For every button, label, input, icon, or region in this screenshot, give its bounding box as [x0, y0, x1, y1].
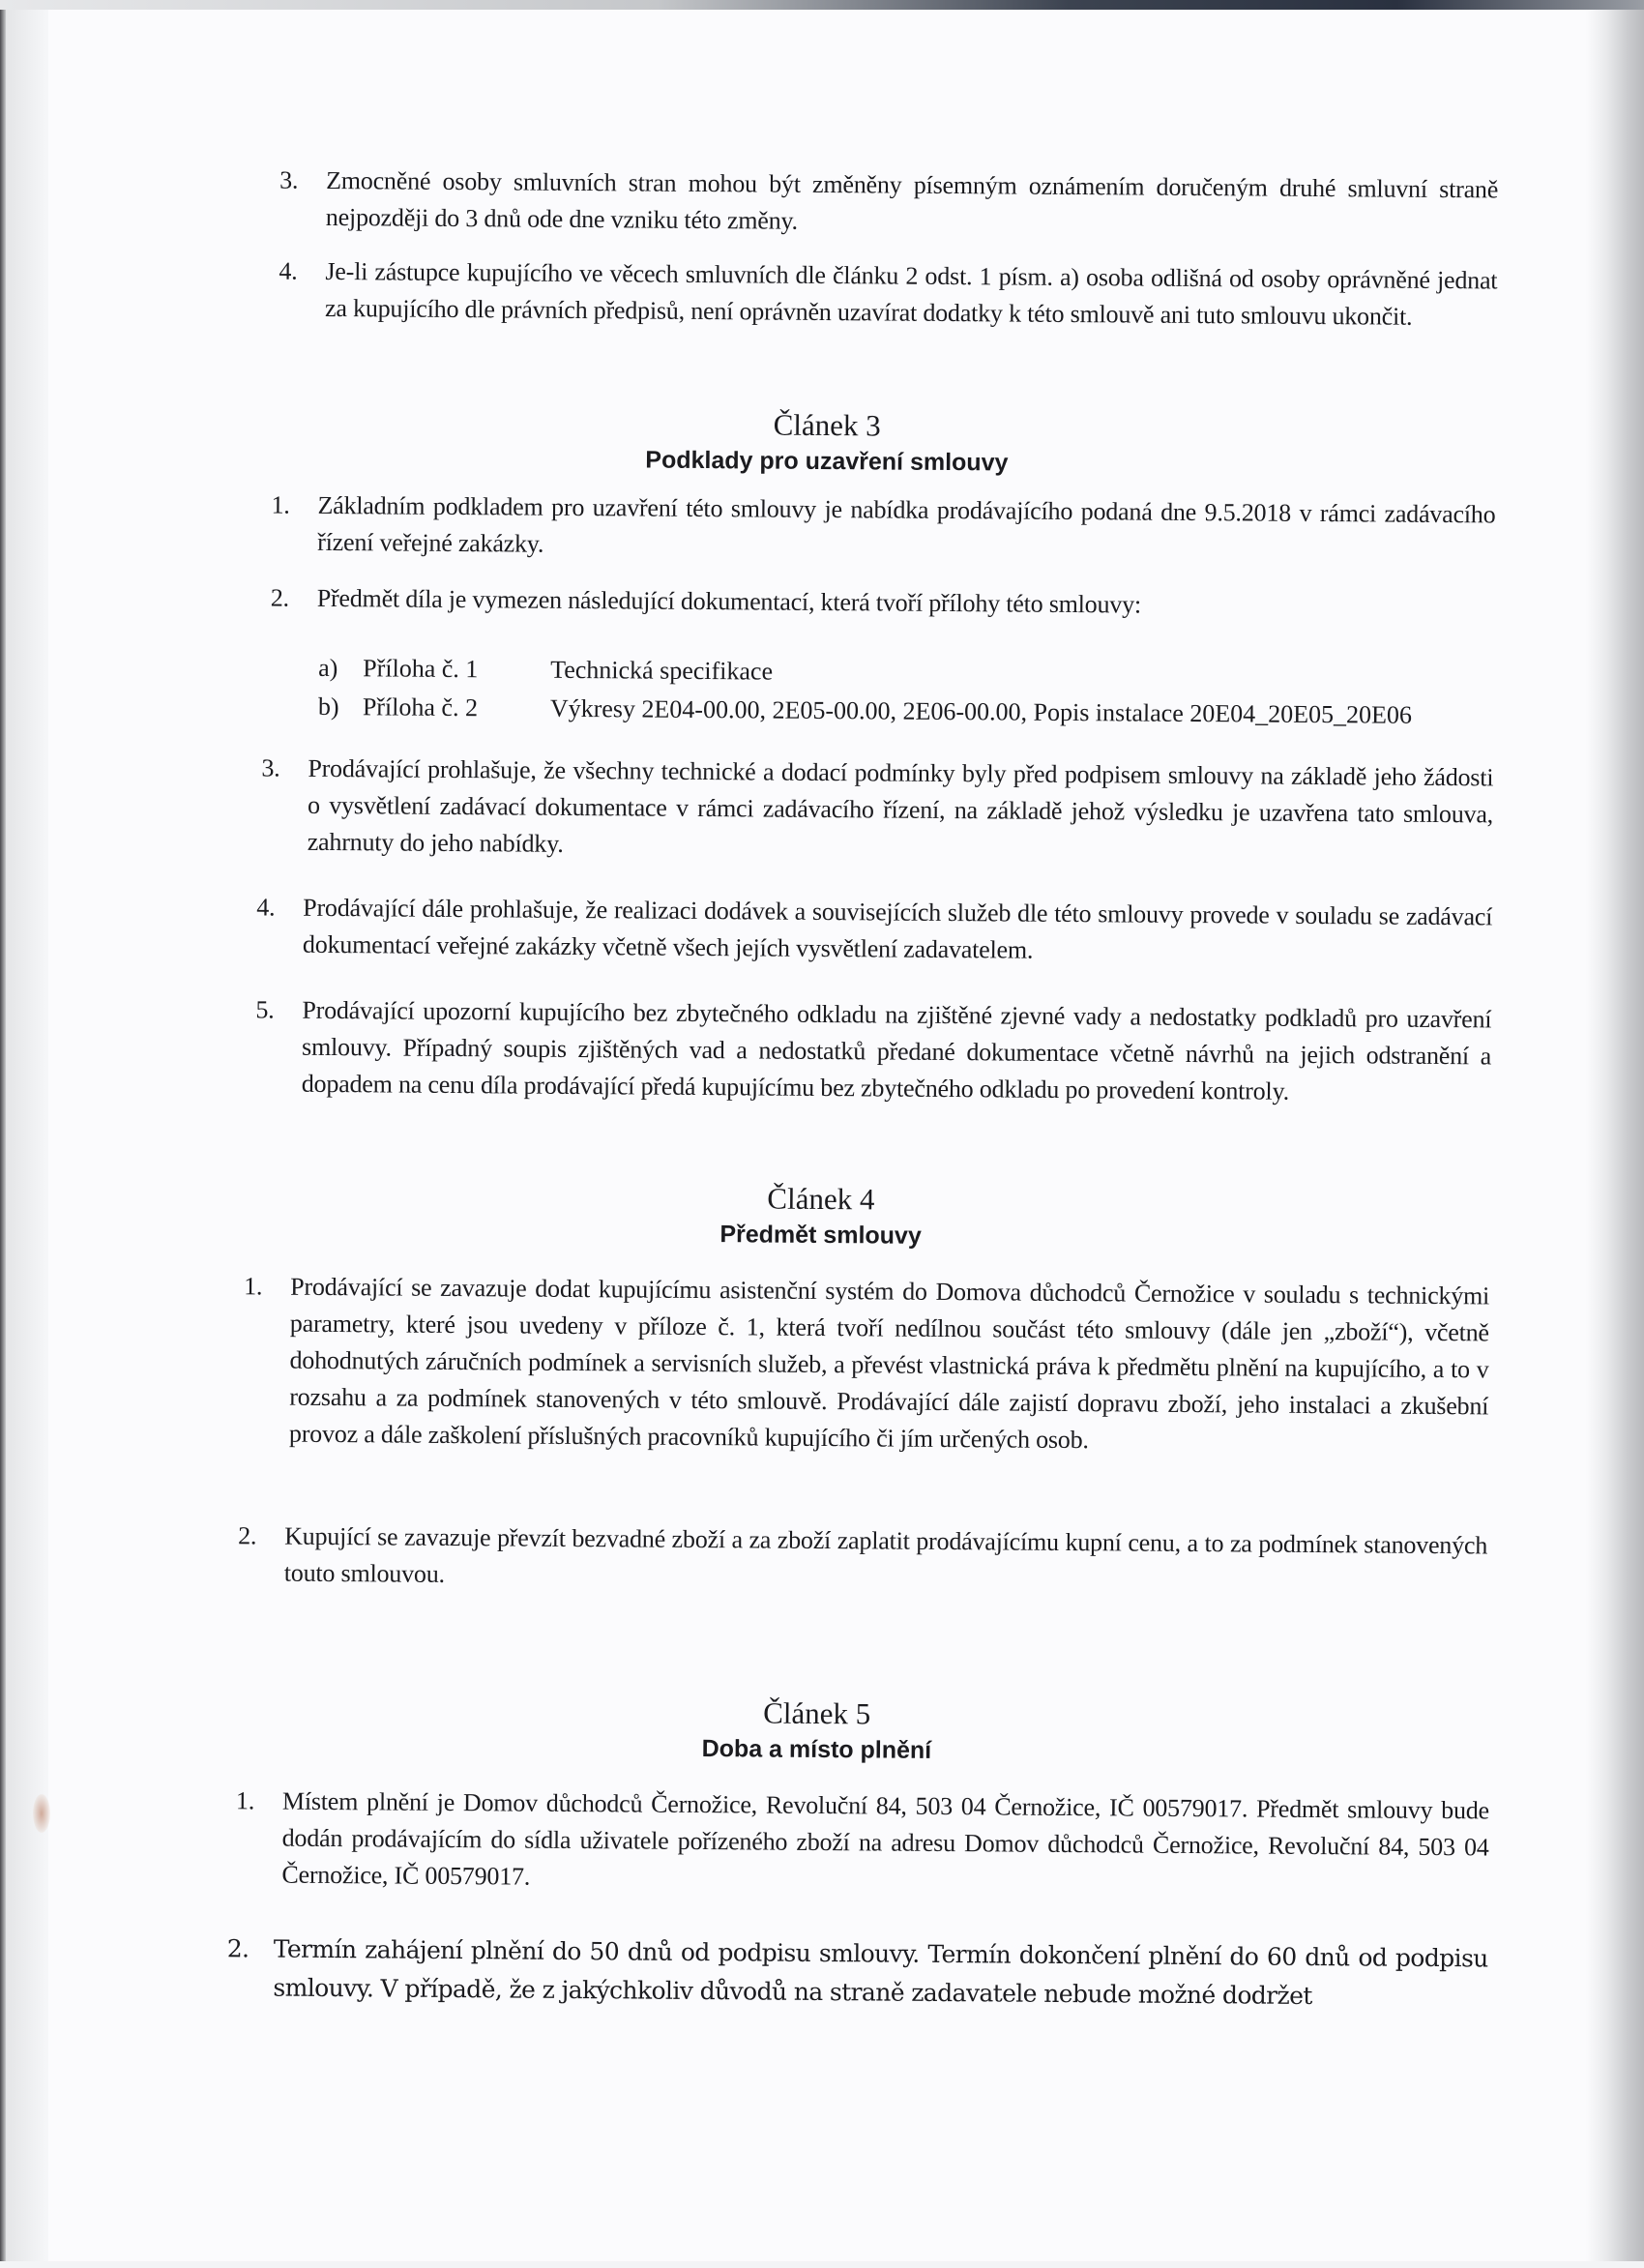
article-subtitle: Předmět smlouvy — [719, 1221, 922, 1250]
article2-item-3 — [279, 162, 1499, 246]
annex-label: Příloha č. 2 — [362, 692, 479, 722]
article-title: Článek 4 — [767, 1181, 875, 1217]
item-text: Zmocněné osoby smluvních stran mohou být změněny písemným oznámením doručeným druhé smluvní straně nejpozději do 3 dnů ode dne vzniku této změny. — [325, 165, 1499, 235]
article4-heading — [0, 1173, 1643, 1257]
item-number: 1. — [271, 490, 290, 519]
article5-item-1 — [235, 1782, 1489, 1902]
article-title: Článek 5 — [763, 1695, 871, 1731]
item-text: Prodávající upozorní kupujícího bez zbytečného odkladu na zjištěné zjevné vady a nedostatky podkladů pro uzavření smlouvy. Případný soupis zjištěných vad a nedostatků předané dokumentace včetně návrhů na jejich odstranění a dopadem na cenu díla prodávající předá kupujícímu bez zbytečného odkladu po provedení kontroly. — [301, 995, 1492, 1105]
article-subtitle: Doba a místo plnění — [701, 1735, 932, 1764]
annex-label: Příloha č. 1 — [363, 654, 479, 684]
item-text: Je-li zástupce kupujícího ve věcech smluvních dle článku 2 odst. 1 písm. a) osoba odlišná od osoby oprávněné jednat za kupujícího dle právních předpisů, není oprávněn uzavírat dodatky k této smlouvě ani tuto smlouvu ukončit. — [325, 256, 1498, 331]
annex-letter: b) — [317, 692, 339, 722]
article5-heading — [0, 1688, 1639, 1772]
item-text: Termín zahájení plnění do 50 dnů od podpisu smlouvy. Termín dokončení plnění do 60 dnů od podpisu smlouvy. V případě, že z jakýchkoliv důvodů na straně zadavatele nebude možné dodržet — [273, 1934, 1488, 2011]
article5-item-2 — [226, 1929, 1488, 2017]
article4-item-1 — [243, 1268, 1489, 1461]
item-text: Předmět díla je vymezen následující dokumentací, která tvoří přílohy této smlouvy: — [316, 583, 1142, 619]
item-number: 2. — [270, 583, 289, 612]
article-title: Článek 3 — [773, 407, 881, 443]
item-number: 3. — [279, 165, 299, 194]
item-text: Kupující se zavazuje převzít bezvadné zboží a za zboží zaplatit prodávajícímu kupní cenu, a to za podmínek stanovených touto smlouvou. — [283, 1521, 1488, 1588]
item-number: 2. — [238, 1521, 257, 1550]
item-number: 1. — [244, 1272, 263, 1301]
article3-item-2 — [271, 580, 1495, 627]
annex-row-b — [318, 689, 1508, 737]
annex-description: Výkresy 2E04-00.00, 2E05-00.00, 2E06-00.00, Popis instalace 20E04_20E05_20E06 — [549, 693, 1413, 729]
annex-letter: a) — [318, 653, 338, 683]
annex-description: Technická specifikace — [550, 655, 774, 686]
article3-item-4 — [256, 889, 1493, 972]
article3-item-3 — [261, 750, 1494, 869]
item-number: 3. — [261, 753, 280, 782]
article4-item-2 — [238, 1517, 1488, 1601]
item-number: 2. — [226, 1934, 250, 1963]
item-text: Prodávající se zavazuje dodat kupujícímu asistenční systém do Domova důchodců Černožice v souladu s technickými parametry, které jsou uvedeny v příloze č. 1, která tvoří nedílnou součást této smlouvy (dále jen „zboží“), včetně dohodnutých záručních podmínek a servisních služeb, a převést vlastnická práva k předmětu plnění na kupujícího, a to v rozsahu a za podmínek stanovených v této smlouvě. Prodávající dále zajistí dopravu zboží, jeho instalaci a zkušební provoz a dále zaškolení příslušných pracovníků kupujícího či jím určených osob. — [288, 1272, 1490, 1455]
item-text: Prodávající dále prohlašuje, že realizaci dodávek a souvisejících služeb dle této smlouvy provede v souladu se zadávací dokumentací veřejné zakázky včetně všech jejích vysvětlení zadavatelem. — [302, 893, 1493, 964]
item-text: Základním podkladem pro uzavření této smlouvy je nabídka prodávajícího podaná dne 9.5.2018 v rámci zadávacího řízení veřejné zakázky. — [317, 490, 1496, 558]
item-number: 5. — [255, 995, 275, 1024]
article3-item-5 — [255, 991, 1492, 1111]
item-text: Místem plnění je Domov důchodců Černožice, Revoluční 84, 503 04 Černožice, IČ 00579017. Předmět smlouvy bude dodán prodávajícím do sídla uživatele pořízeného zboží na adresu Domov důchodců Černožice, Revoluční 84, 503 04 Černožice, IČ 00579017. — [281, 1786, 1490, 1891]
article-subtitle: Podklady pro uzavření smlouvy — [645, 446, 1009, 477]
article3-heading — [5, 399, 1644, 484]
article3-item-1 — [271, 487, 1496, 571]
article2-item-4 — [279, 253, 1498, 337]
item-text: Prodávající prohlašuje, že všechny technické a dodací podmínky byly před podpisem smlouvy na základě jeho žádosti o vysvětlení zadávací dokumentace v rámci zadávacího řízení, na základě jehož výsledku je uzavřena tato smlouva, zahrnuty do jeho nabídky. — [307, 753, 1494, 858]
item-number: 4. — [279, 256, 298, 285]
item-number: 4. — [256, 893, 276, 922]
item-number: 1. — [235, 1786, 255, 1815]
